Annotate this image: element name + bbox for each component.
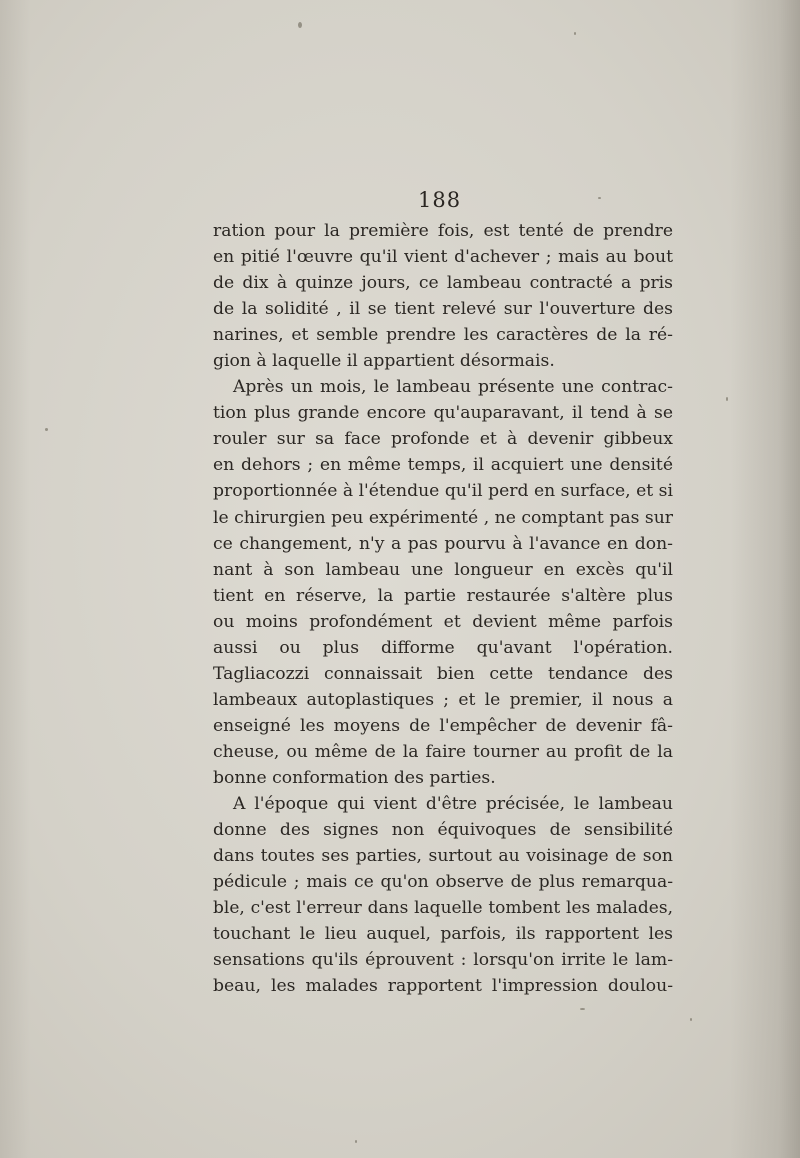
text-line: ou moins profondément et devient même parfois [213, 611, 673, 632]
text-line: ration pour la première fois, est tenté de prendre [213, 221, 673, 241]
text-line: Tagliacozzi connaissait bien cette tendance des [213, 663, 673, 684]
text-line: pédicule ; mais ce qu'on observe de plus remarqua- [213, 872, 673, 893]
text-line: beau, les malades rapportent l'impression doulou- [213, 976, 673, 997]
text-line: aussi ou plus difforme qu'avant l'opération. [213, 637, 673, 658]
text-line: Après un mois, le lambeau présente une contrac- [233, 377, 673, 398]
text-line: bonne conformation des parties. [213, 767, 496, 788]
text-line: ce changement, n'y a pas pourvu à l'avance en don- [213, 533, 673, 554]
text-line: touchant le lieu auquel, parfois, ils rapportent les [213, 924, 673, 945]
text-line: gion à laquelle il appartient désormais. [213, 351, 555, 372]
text-line: cheuse, ou même de la faire tourner au profit de la [213, 741, 673, 762]
text-line: tient en réserve, la partie restaurée s'altère plus [213, 585, 673, 606]
text-line: en pitié l'œuvre qu'il vient d'achever ; mais au bout [213, 247, 673, 268]
text-line: tion plus grande encore qu'auparavant, il tend à se [213, 403, 673, 424]
page-left-shadow [0, 0, 30, 1158]
paper-speck [355, 1140, 357, 1143]
text-line: ble, c'est l'erreur dans laquelle tombent les malades, [213, 898, 673, 919]
text-line: narines, et semble prendre les caractères de la ré- [213, 325, 673, 346]
text-line: sensations qu'ils éprouvent : lorsqu'on irrite le lam- [213, 950, 673, 971]
paper-speck [690, 1018, 692, 1021]
text-line: de la solidité , il se tient relevé sur l'ouverture des [213, 299, 673, 320]
paper-speck [580, 1008, 585, 1010]
text-line: rouler sur sa face profonde et à devenir gibbeux [213, 429, 673, 450]
body-text [213, 218, 673, 999]
text-line: le chirurgien peu expérimenté , ne comptant pas sur [213, 507, 673, 528]
text-line: lambeaux autoplastiques ; et le premier, il nous a [213, 689, 673, 710]
text-line: nant à son lambeau une longueur en excès qu'il [213, 559, 673, 580]
page-right-shadow [730, 0, 800, 1158]
paper-speck [598, 197, 601, 199]
text-line: proportionnée à l'étendue qu'il perd en surface, et si [213, 481, 673, 502]
text-line: dans toutes ses parties, surtout au voisinage de son [213, 846, 673, 867]
text-line: A l'époque qui vient d'être précisée, le lambeau [233, 794, 673, 815]
text-line: en dehors ; en même temps, il acquiert une densité [213, 455, 673, 476]
page-number: 188 [418, 188, 462, 212]
paper-speck [298, 22, 302, 28]
paper-speck [574, 32, 576, 35]
text-line: de dix à quinze jours, ce lambeau contracté a pris [213, 273, 673, 294]
text-line: enseigné les moyens de l'empêcher de devenir fâ- [213, 715, 673, 736]
text-line: donne des signes non équivoques de sensibilité [213, 820, 673, 841]
paper-speck [45, 428, 48, 431]
paper-speck [726, 397, 728, 401]
